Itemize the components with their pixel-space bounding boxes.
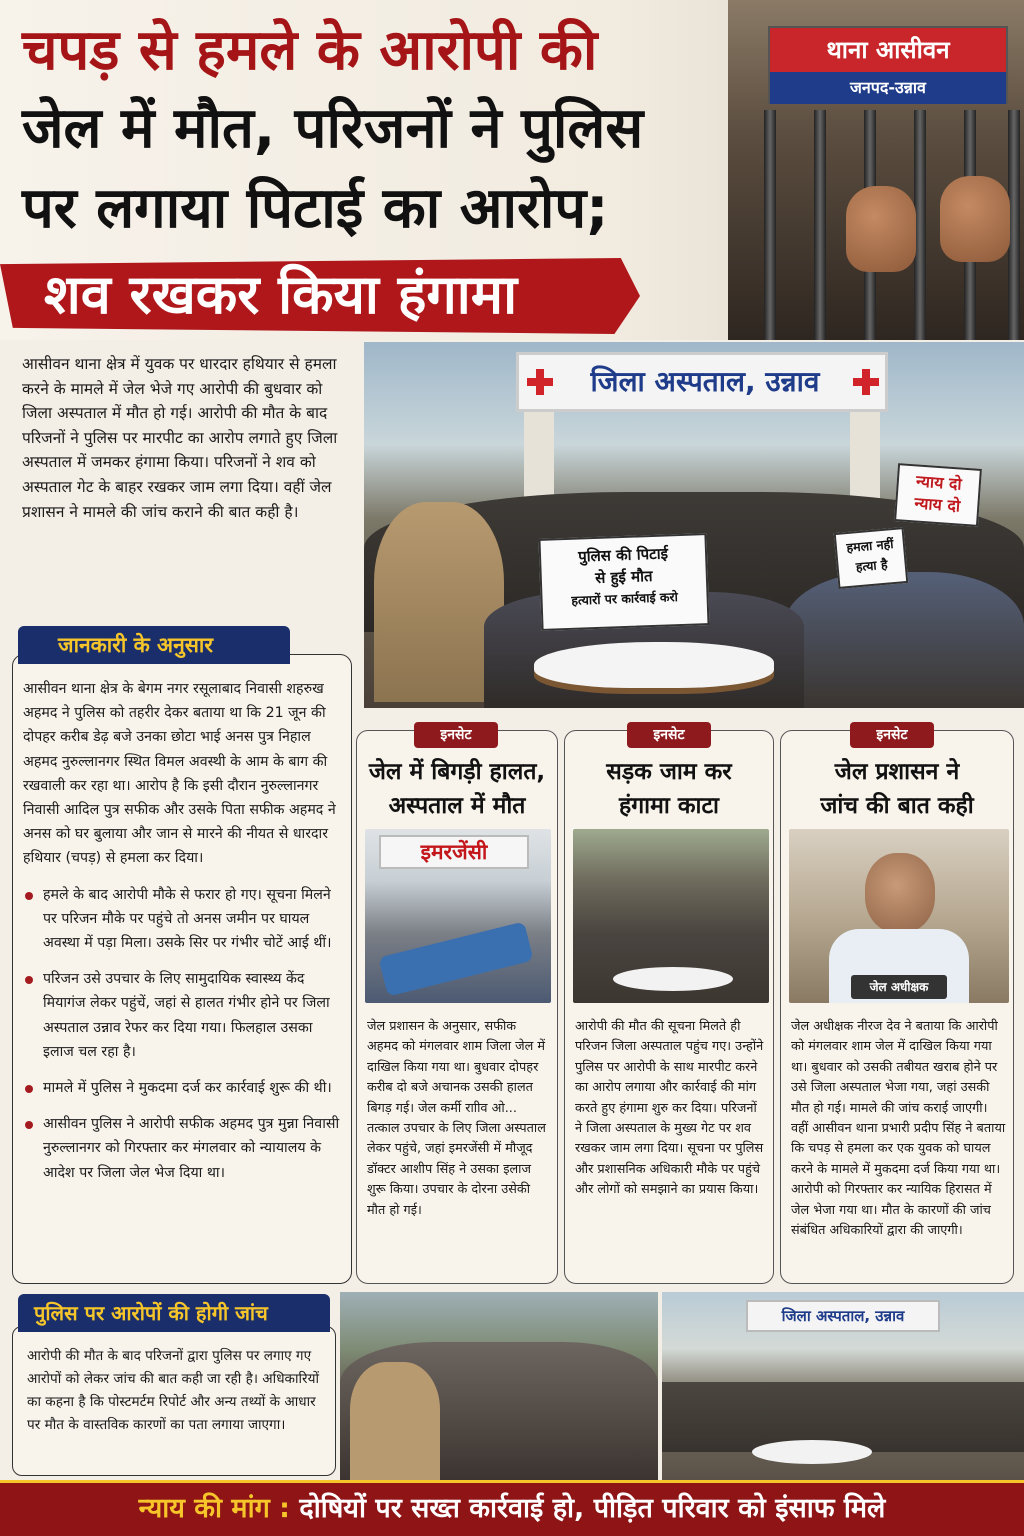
inset-title-line: जेल प्रशासन ने [834, 759, 960, 785]
headline-ribbon-text: शव रखकर किया हंगामा [44, 263, 518, 326]
protest-placard-murder [834, 527, 909, 589]
info-box [12, 654, 352, 1284]
fist-right [940, 176, 1010, 262]
headline-line-3: पर लगाया पिटाई का आरोप; [22, 176, 609, 241]
footer-text: दोषियों पर सख्त कार्रवाई हो, पीड़ित परिवार को इंसाफ मिले [299, 1493, 886, 1524]
fist-left [846, 186, 916, 272]
police-station-sign-subtitle: जनपद-उन्नाव [770, 72, 1006, 104]
investigation-box: आरोपी की मौत के बाद परिजनों द्वारा पुलिस पर लगाए गए आरोपों को लेकर जांच की बात कही जा रही है। अधिकारियों का कहना है कि पोस्टमर्टम रिपोर्ट और अन्य तथ्यों के आधार पर मौत के वास्तविक कारणों का पता लगाया जाएगा। [12, 1326, 336, 1476]
police-officer [350, 1362, 440, 1480]
investigation-heading: पुलिस पर आरोपों की होगी जांच [18, 1294, 330, 1332]
covered-body [613, 967, 733, 991]
red-cross-icon [853, 369, 879, 395]
info-bullet: हमले के बाद आरोपी मौके से फरार हो गए। सूचना मिलने पर परिजन मौके पर पहुंचे तो अनस जमीन पर घायल अवस्था में पड़ा मिला। उसके सिर पर गंभीर चोटें आई थीं। [23, 883, 343, 956]
red-cross-icon [527, 369, 553, 395]
headline-line-1: चपड़ से हमले के आरोपी की [22, 18, 598, 83]
placard-line: पुलिस की पिटाई [577, 544, 669, 566]
inset-text: जेल अधीक्षक नीरज देव ने बताया कि आरोपी को मंगलवार शाम जेल में दाखिल किया गया था। बुधवार को उसकी तबीयत खराब होने पर उसे जिला अस्पताल भेजा गया, जहां उसकी मौत हो गई। मामले की जांच कराई जाएगी। वहीं आसीवन थाना प्रभारी प्रदीप सिंह ने बताया कि चपड़ से हमला कर एक युवक को घायल करने के मामले में मुकदमा दर्ज किया गया था। आरोपी को गिरफ्तार कर न्यायिक हिरासत में जेल भेजा गया था। मौत के कारणों की जांच संबंधित अधिकारियों द्वारा की जाएगी। [791, 1019, 1006, 1239]
inset-card-3 [780, 730, 1014, 1284]
officials-talk-photo [340, 1292, 658, 1480]
inset-card-1 [356, 730, 558, 1284]
hospital-gate-sign: जिला अस्पताल, उन्नाव [746, 1300, 940, 1332]
footer-label: न्याय की मांग : [138, 1493, 300, 1524]
official-face [865, 853, 935, 933]
placard-line: न्याय दो [915, 471, 963, 494]
inset-text: आरोपी की मौत की सूचना मिलते ही परिजन जिला अस्पताल पहुंच गए। उन्होंने पुलिस पर आरोपी के साथ मारपीट करने का आरोप लगाया और कार्रवाई की मांग करते हुए हंगामा शुरु कर दिया। परिजनों ने जिला अस्पताल के मुख्य गेट पर शव रखकर जाम लगा दिया। सूचना पर पुलिस और प्रशासनिक अधिकारी मौके पर पहुंचे और लोगों को समझाने का प्रयास किया। [575, 1019, 764, 1198]
intro-paragraph: आसीवन थाना क्षेत्र में युवक पर धारदार हथियार से हमला करने के मामले में जेल भेजे गए आरोपी की बुधवार को जिला अस्पताल में मौत हो गई। आरोपी की मौत के बाद परिजनों ने पुलिस पर मारपीट का आरोप लगाते हुए जिला अस्पताल में जमकर हंगामा किया। परिजनों ने शव को अस्पताल गेट के बाहर रखकर जाम लगा दिया। वहीं जेल प्रशासन ने मामले की जांच कराने की बात कही है। [22, 355, 338, 521]
info-bullet: परिजन उसे उपचार के लिए सामुदायिक स्वास्थ्य केंद मियागंज लेकर पहुंचें, जहां से हालत गंभीर होने पर जिला अस्पताल उन्नाव रेफर कर दिया गया। फिलहाल उसका इलाज चल रहा है। [23, 967, 343, 1064]
photo-caption: जेल अधीक्षक [851, 975, 947, 999]
hospital-gate-sign-text: जिला अस्पताल, उन्नाव [590, 365, 820, 398]
inset-title [357, 755, 557, 823]
jail-superintendent-photo [789, 829, 1009, 1003]
info-bullet: आसीवन पुलिस ने आरोपी सफीक अहमद पुत्र मुन्ना निवासी नुरुल्लानगर को गिरफ्तार कर मंगलवार को न्यायालय के आदेश पर जिला जेल भेज दिया था। [23, 1112, 343, 1185]
info-heading: जानकारी के अनुसार [18, 626, 290, 664]
placard-line: हमला नहीं [845, 536, 894, 556]
protest-placard-justice [894, 463, 982, 527]
covered-body [752, 1440, 872, 1464]
hospital-gate-sign [516, 352, 888, 412]
placard-line: से हुई मौत [594, 567, 653, 587]
info-bullet: मामले में पुलिस ने मुकदमा दर्ज कर कार्रवाई शुरू की थी। [23, 1076, 343, 1100]
inset-title [781, 755, 1013, 823]
inset-title-line: अस्पताल में मौत [388, 793, 526, 819]
inset-tag: इनसेट [627, 722, 711, 748]
inset-title-line: हंगामा काटा [618, 793, 719, 819]
emergency-photo [365, 829, 551, 1003]
headline-line-2: जेल में मौत, परिजनों ने पुलिस [22, 96, 644, 161]
inset-card-2 [564, 730, 774, 1284]
inset-title-line: जेल में बिगड़ी हालत, [368, 759, 546, 785]
inset-text: जेल प्रशासन के अनुसार, सफीक अहमद को मंगलवार शाम जिला जेल में दाखिल किया गया था। बुधवार दोपहर करीब दो बजे अचानक उसकी हालत बिगड़ गई। जेल कर्मी रााीव ओ... तत्काल उपचार के लिए जिला अस्पताल लेकर पहुंचे, जहां इमरजेंसी में मौजूद डॉक्टर आशीप सिंह ने उसका इलाज शुरू किया। उपचार के दोरना उसेकी मौत हो गई। [367, 1019, 546, 1218]
stretcher [378, 921, 533, 996]
police-station-sign-title: थाना आसीवन [770, 28, 1006, 72]
covered-body [534, 642, 774, 688]
info-paragraph: आसीवन थाना क्षेत्र के बेगम नगर रसूलाबाद निवासी शहरुख अहमद ने पुलिस को तहरीर देकर बताया था कि 21 जून की दोपहर करीब डेढ़ बजे उनका छोटा भाई अनस पुत्र निहाल अहमद नुरुल्लानगर स्थित विमल अवस्थी के आम के बाग की रखवाली कर रहा था। आरोप है कि इसी दौरान नुरुल्लानगर निवासी आदिल पुत्र सफीक और उसके पिता सफीक अहमद ने अनस को घर बुलाया और जान से मारने की नीयत से धारदार हथियार (चपड़) से हमला कर दिया। [23, 681, 336, 867]
placard-line: हत्यारों पर कार्रवाई करो [571, 589, 679, 608]
footer-banner [0, 1480, 1024, 1536]
protest-placard-main [538, 533, 709, 631]
seated-protesters [784, 572, 1024, 708]
inset-tag: इनसेट [850, 722, 934, 748]
inset-title [565, 755, 773, 823]
inset-title-line: सड़क जाम कर [606, 759, 732, 785]
police-station-sign [768, 26, 1008, 104]
jail-bar [764, 110, 776, 340]
placard-line: हत्या है [855, 556, 889, 575]
road-blockade-photo [573, 829, 769, 1003]
inset-tag: इनसेट [414, 722, 498, 748]
placard-line: न्याय दो [913, 493, 961, 516]
inset-title-line: जांच की बात कही [820, 793, 974, 819]
hospital-gate-photo [662, 1292, 1024, 1480]
jail-bar [814, 110, 826, 340]
main-protest-photo [364, 342, 1024, 708]
emergency-sign: इमरजेंसी [379, 835, 529, 869]
jail-photo [728, 0, 1024, 340]
